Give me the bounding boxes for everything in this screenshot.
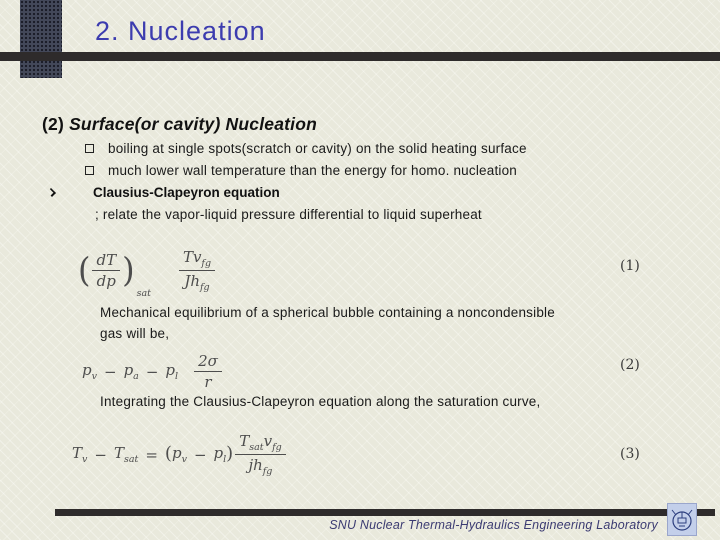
snu-logo <box>667 503 697 536</box>
equation-2 <box>82 352 224 391</box>
term <box>82 361 97 382</box>
numerator <box>179 248 215 271</box>
equation-1 <box>78 248 217 299</box>
term <box>165 361 178 382</box>
left-paren: ( <box>164 443 172 465</box>
left-paren: ( <box>78 250 91 291</box>
subscript: sat <box>123 454 139 465</box>
bullet-item <box>85 163 517 178</box>
bullet-label: much lower wall temperature than the energy for homo. nucleation <box>108 163 518 178</box>
variable: p <box>213 444 224 462</box>
footer-lab-name: SNU Nuclear Thermal-Hydraulics Engineering Laboratory <box>329 518 658 532</box>
title-divider-bar <box>0 52 720 61</box>
section-heading-text: Surface(or cavity) Nucleation <box>69 114 318 134</box>
sat-subscript: sat <box>136 288 151 299</box>
fraction-Tvfg-Jhfg <box>179 248 215 293</box>
arrow-item <box>48 185 280 200</box>
chevron-right-icon <box>47 188 56 197</box>
subscript: v <box>181 454 187 465</box>
denominator <box>248 455 272 477</box>
right-paren: ) <box>122 250 135 291</box>
numerator: dT <box>92 251 120 271</box>
subscript: sat <box>249 442 264 453</box>
minus-operator: − <box>94 445 107 464</box>
equation-3 <box>72 432 288 477</box>
snu-seal-icon <box>670 507 694 533</box>
fraction-Tsatvfg-jhfg <box>235 432 285 477</box>
variable: p <box>171 444 182 462</box>
equals-operator: = <box>145 445 158 464</box>
subscript: a <box>133 371 139 382</box>
fraction-2sigma-r <box>194 352 222 391</box>
minus-operator: − <box>145 362 159 381</box>
term <box>124 361 139 382</box>
denominator <box>184 271 209 293</box>
variable: p <box>82 361 92 379</box>
bullet-item <box>85 141 527 156</box>
term: Jh <box>184 272 201 290</box>
subscript: fg <box>262 466 273 477</box>
square-bullet-icon <box>85 144 94 153</box>
variable: jh <box>248 456 263 474</box>
term: Tv <box>182 248 202 266</box>
numerator <box>235 432 285 455</box>
paragraph-mechanical-equilibrium <box>100 302 555 344</box>
denominator: dp <box>96 272 116 290</box>
arrow-item-subtext: ; relate the vapor-liquid pressure differential to liquid superheat <box>95 207 482 222</box>
footer-divider-bar <box>55 509 715 516</box>
paragraph-line: gas will be, <box>100 326 170 341</box>
slide-title: 2. Nucleation <box>95 16 266 46</box>
variable: T <box>72 444 83 462</box>
subscript: fg <box>200 282 210 293</box>
numerator: 2σ <box>194 352 222 372</box>
equation-2-label: (2) <box>620 357 640 373</box>
section-heading <box>42 114 317 135</box>
corner-decoration-block <box>20 0 62 78</box>
subscript: fg <box>272 442 282 453</box>
equation-1-label: (1) <box>620 258 640 274</box>
term <box>72 444 87 465</box>
variable: v <box>263 432 273 450</box>
arrow-item-label: Clausius-Clapeyron equation <box>93 185 280 200</box>
variable: T <box>239 432 250 450</box>
minus-operator: − <box>103 362 117 381</box>
variable: p <box>123 361 134 379</box>
term <box>114 444 138 465</box>
right-paren: ) <box>226 443 234 465</box>
subscript: v <box>91 371 97 382</box>
bullet-label: boiling at single spots(scratch or cavity) on the solid heating surface <box>108 141 527 156</box>
minus-operator: − <box>193 445 207 464</box>
subscript: l <box>223 454 227 465</box>
subscript: fg <box>201 258 212 269</box>
square-bullet-icon <box>85 166 94 175</box>
term <box>172 444 187 465</box>
denominator: r <box>204 373 212 391</box>
section-heading-number: (2) <box>42 114 64 134</box>
paragraph-integrating: Integrating the Clausius-Clapeyron equation along the saturation curve, <box>100 394 541 409</box>
subscript: v <box>82 454 88 465</box>
variable: T <box>113 444 124 462</box>
variable: p <box>165 361 176 379</box>
term <box>214 444 227 465</box>
subscript: l <box>175 371 179 382</box>
equation-3-label: (3) <box>620 446 640 462</box>
paragraph-line: Mechanical equilibrium of a spherical bubble containing a noncondensible <box>100 305 555 320</box>
fraction-dT-dp <box>92 251 120 290</box>
